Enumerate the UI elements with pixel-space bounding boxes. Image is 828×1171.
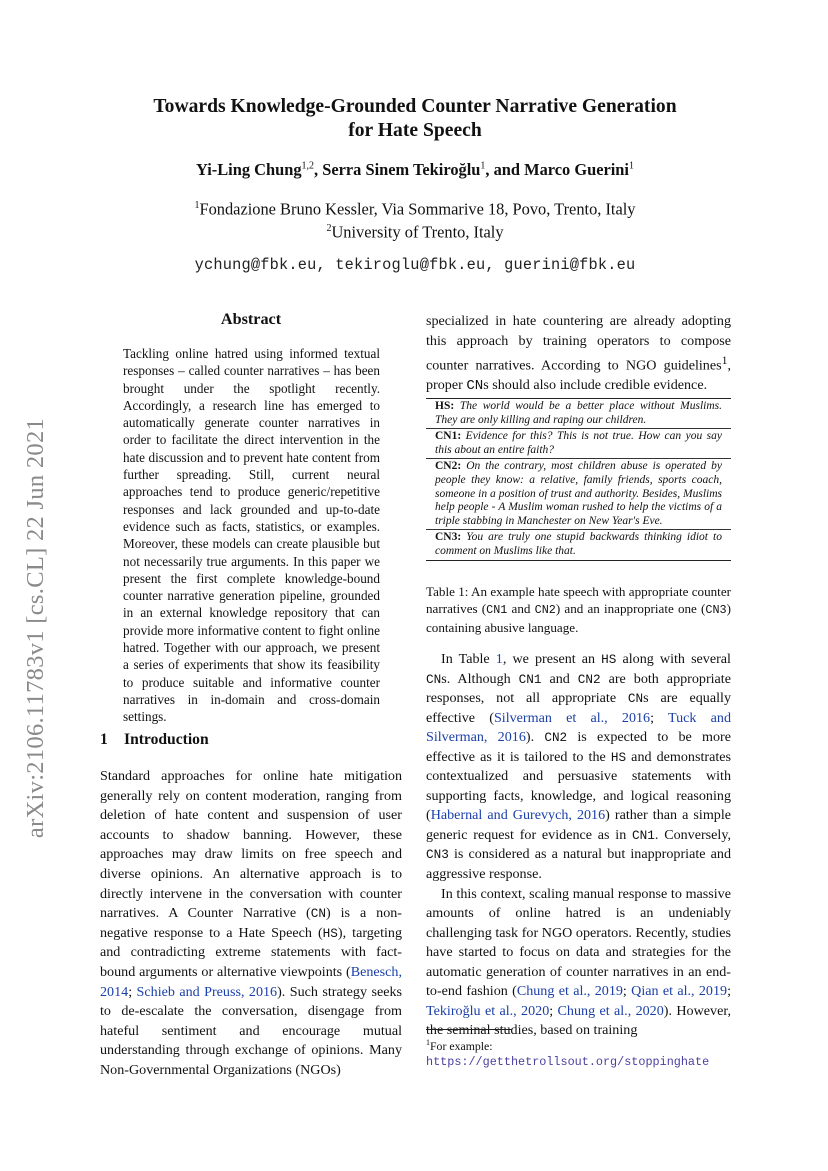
acronym-cn: CN <box>466 378 484 395</box>
footnote-rule <box>426 1029 512 1030</box>
affiliation-line <box>100 196 730 219</box>
author-separator: , and <box>485 160 525 179</box>
body-text: In Table <box>441 651 496 667</box>
footnote-text: For example: <box>430 1038 493 1053</box>
introduction-paragraph <box>100 767 402 1081</box>
footnote-marker[interactable]: 1 <box>721 354 728 367</box>
author-affil-mark: 1,2 <box>301 160 315 172</box>
arxiv-identifier: arXiv:2106.11783v1 [cs.CL] 22 Jun 2021 <box>22 417 49 839</box>
acronym-hs: HS <box>610 749 627 765</box>
row-label: CN2: <box>435 460 462 473</box>
caption-text: ) and an inappropriate one ( <box>555 601 706 617</box>
body-text: In this context, scaling manual response to massive amounts of online hatred is an undeniably challenging task for NGO operators. Recently, studies have started to focus on data and strategies for the automatic generation of counter narratives in an end-to-end fashion ( <box>426 885 731 1000</box>
body-text: s are equally effective ( <box>426 690 731 726</box>
table-reference-link[interactable]: 1 <box>495 651 503 667</box>
affil-mark: 2 <box>326 222 332 234</box>
author-list <box>100 160 730 180</box>
table-row-cn1 <box>426 429 731 459</box>
author-emails: ychung@fbk.eu, tekiroglu@fbk.eu, guerini@fbk.eu <box>194 256 636 274</box>
arxiv-side-stamp <box>14 378 58 878</box>
footnote <box>426 1035 731 1070</box>
acronym-cn: CN <box>310 906 326 922</box>
right-column-continuation <box>426 312 731 397</box>
acronym-cn: CN <box>426 671 442 687</box>
citation-link[interactable]: Schieb and Preuss, 2016 <box>136 983 278 1000</box>
body-text: ; <box>128 983 137 1000</box>
abstract-heading: Abstract <box>220 310 282 328</box>
caption-text: Table 1: An example hate speech with appropriate counter narratives ( <box>426 584 731 617</box>
row-label: CN3: <box>435 531 462 544</box>
author-name: Yi-Ling Chung <box>196 160 302 179</box>
body-text: ) rather than a simple generic request for evidence as in <box>426 807 731 843</box>
paragraph-scaling <box>426 885 731 1041</box>
row-label: HS: <box>435 400 455 412</box>
acronym-cn2: CN2 <box>544 730 568 746</box>
example-table <box>426 398 731 561</box>
citation-link[interactable]: Silverman et al., 2016 <box>493 709 651 726</box>
table-row-cn3 <box>426 530 731 559</box>
caption-text: ) containing abusive language. <box>426 601 731 636</box>
author-name: Marco Guerini <box>524 160 629 179</box>
row-text: On the contrary, most children abuse is operated by people they know: a relative, family friends, sports coach, someone in a position of trust and authority. Besides, Muslims help people - A Muslim woman rushed to help the victims of a triple stabbing in Manchester on New Year's Eve. <box>435 460 722 527</box>
acronym-cn1: CN1 <box>632 827 655 843</box>
affiliation-line <box>100 219 730 242</box>
acronym-cn: CN <box>627 691 644 707</box>
body-text: ) is a non-negative response to a Hate Speech ( <box>100 905 402 941</box>
right-column-body <box>426 650 731 1041</box>
body-text: specialized in hate countering are already adopting this approach by training operators to compose counter narratives. According to NGO guidelines <box>426 313 731 374</box>
title-line-2: for Hate Speech <box>348 120 482 141</box>
body-text: is considered as a natural but inappropriate and aggressive response. <box>426 846 731 883</box>
citation-link[interactable]: Tuck and Silverman, 2016 <box>426 709 732 746</box>
paper-title <box>100 95 730 143</box>
body-text: and demonstrates contextualized and persuasive statements with supporting facts, knowledge, and logical reasoning ( <box>426 748 731 824</box>
citation-link[interactable]: Benesch, 2014 <box>100 963 402 1000</box>
paragraph-table-discussion <box>426 650 731 885</box>
body-text: ). However, the seminal studies, based on training <box>426 1002 731 1039</box>
acronym-cn1: CN1 <box>486 603 508 618</box>
body-text: ). Such strategy seeks to de-escalate the conversation, disengage from hateful sentiment and encourage mutual understanding through exchange of opinions. Many Non-Governmental Organizations (NGOs) <box>100 983 402 1078</box>
acronym-cn2: CN2 <box>534 603 556 618</box>
section-heading-introduction <box>100 731 209 749</box>
author-affil-mark: 1 <box>628 160 634 172</box>
body-text: ), targeting and contradicting extreme statements with fact-bound arguments or alternative viewpoints ( <box>100 924 402 980</box>
citation-link[interactable]: Qian et al., 2019 <box>631 983 728 1000</box>
body-text: ). <box>525 729 545 746</box>
author-separator: , <box>314 160 323 179</box>
row-text: The world would be a better place without Muslims. They are only killing and raping our children. <box>435 400 723 426</box>
body-text: ; <box>650 709 668 726</box>
body-text: and <box>541 670 578 687</box>
body-text: are both appropriate responses, not all appropriate <box>426 670 731 707</box>
footnote-url-link[interactable]: https://getthetrollsout.org/stoppinghate <box>426 1054 710 1069</box>
body-text: , we present an <box>502 651 602 667</box>
abstract-text: Tackling online hatred using informed textual responses – called counter narratives – has been brought under the spotlight recently. Accordingly, a research line has emerged to automatically generate counter narratives in order to facilitate the direct intervention in the hate discussion and to prevent hate content from further spreading. Still, current neural approaches tend to produce generic/repetitive responses and lack grounded and up-to-date evidence such as facts, statistics, or examples. Moreover, these models can create plausible but not necessarily true arguments. In this paper we present the first complete knowledge-bound counter narrative generation pipeline, grounded in an external knowledge repository that can provide more informative content to fight online hatred. Together with our approach, we present a series of experiments that show its feasibility to produce suitable and informative counter narratives in in-domain and cross-domain settings. <box>123 346 380 725</box>
affiliations <box>100 196 730 242</box>
section-number: 1 <box>100 731 108 748</box>
row-text: You are truly one stupid backwards thinking idiot to comment on Muslims like that. <box>435 531 723 557</box>
row-label: CN1: <box>435 430 462 443</box>
body-text: . Conversely, <box>654 826 731 843</box>
acronym-hs: HS <box>322 925 338 941</box>
body-text: is expected to be more effective as it is tailored to the <box>426 729 731 765</box>
body-text: ; <box>549 1002 558 1019</box>
affil-mark: 1 <box>194 200 200 211</box>
citation-link[interactable]: Chung et al., 2020 <box>557 1002 664 1019</box>
caption-text: and <box>507 601 535 617</box>
citation-link[interactable]: Chung et al., 2019 <box>516 983 623 1000</box>
body-text: ; <box>727 983 731 1000</box>
citation-link[interactable]: Habernal and Gurevych, 2016 <box>430 807 606 824</box>
acronym-cn2: CN2 <box>577 671 601 687</box>
body-text: , proper <box>426 357 731 394</box>
title-line-1: Towards Knowledge-Grounded Counter Narrative Generation <box>153 96 677 117</box>
body-text: s should also include credible evidence. <box>483 377 708 394</box>
body-text: ; <box>622 983 632 1000</box>
row-text: Evidence for this? This is not true. How can you say this about an entire faith? <box>435 430 722 456</box>
affiliation-text: University of Trento, Italy <box>331 222 504 242</box>
body-text: Standard approaches for online hate mitigation generally rely on content moderation, ranging from deletion of hate content and suspension of user accounts to shadow banning. However, these approaches may draw limits on free speech and diverse opinions. An alternative approach is to directly intervene in the conversation with counter narratives. A Counter Narrative ( <box>100 768 402 922</box>
table-caption <box>426 583 731 637</box>
footnote-number: 1 <box>426 1038 430 1047</box>
acronym-cn1: CN1 <box>518 671 542 687</box>
table-row-hs <box>426 399 731 429</box>
body-text: s. Although <box>441 670 519 687</box>
body-text: along with several <box>616 651 731 667</box>
section-title: Introduction <box>124 731 209 748</box>
acronym-cn3: CN3 <box>705 603 727 618</box>
affiliation-text: Fondazione Bruno Kessler, Via Sommarive 18, Povo, Trento, Italy <box>199 199 636 219</box>
citation-link[interactable]: Tekiroğlu et al., 2020 <box>426 1002 550 1019</box>
author-affil-mark: 1 <box>480 160 486 172</box>
table-row-cn2 <box>426 459 731 530</box>
acronym-hs: HS <box>601 652 617 667</box>
acronym-cn3: CN3 <box>426 847 449 863</box>
author-name: Serra Sinem Tekiroğlu <box>322 160 481 179</box>
